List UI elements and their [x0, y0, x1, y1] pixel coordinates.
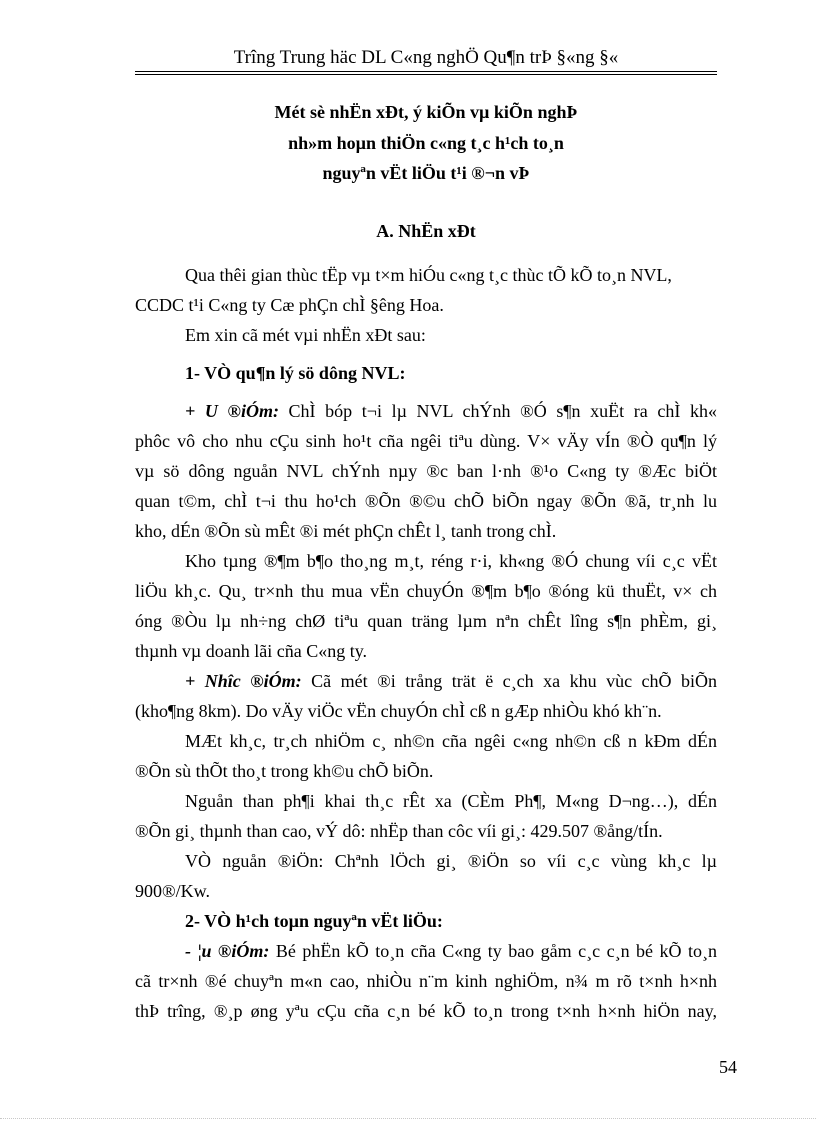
paragraph-line: VÒ nguån ®iÖn: Chªnh lÖch gi¸ ®iÖn so víi c¸c vùng kh¸c lµ [185, 851, 717, 871]
paragraph-line: CCDC t¹i C«ng ty Cæ phÇn chÌ §êng Hoa. [135, 295, 444, 315]
paragraph-line: Kho tµng ®¶m b¶o tho¸ng m¸t, réng r·i, kh«ng ®Ó chung víi c¸c vËt [185, 551, 717, 571]
paragraph-line-advantage-2 [185, 940, 717, 962]
page-bottom-divider [0, 1118, 816, 1119]
paragraph-line: Nguån than ph¶i khai th¸c rÊt xa (CÈm Ph¶, M«ng D¬ng…), dÉn [185, 791, 717, 811]
title-line-1: Mét sè nhËn xÐt, ý kiÕn vµ kiÕn nghÞ [274, 102, 578, 122]
paragraph-line: Em xin cã mét vµi nhËn xÐt sau: [185, 325, 426, 345]
paragraph-line: thµnh vµ doanh lãi cña C«ng ty. [135, 641, 368, 661]
paragraph-line: phôc vô cho nhu cÇu sinh ho¹t cña ngêi tiªu dùng. V× vÄy vÍn ®Ò qu¶n lý [135, 431, 717, 451]
subheading-material-management: 1- VÒ qu¶n lý sö dông NVL: [185, 363, 406, 383]
running-header: Trîng Trung häc DL C«ng nghÖ Qu¶n trÞ §«ng §« [233, 47, 619, 68]
paragraph-line: vµ sö dông nguån NVL chÝnh nµy ®c ban l·nh ®¹o C«ng ty ®Æc biÖt [135, 461, 717, 481]
paragraph-line: ®Õn gi¸ thµnh than cao, vÝ dô: nhËp than côc víi gi¸: 429.507 ®ång/tÍn. [135, 821, 663, 841]
paragraph-line: liÖu kh¸c. Qu¸ tr×nh thu mua vËn chuyÓn ®¶m b¶o ®óng kü thuËt, v× ch [135, 581, 717, 601]
title-line-2: nh»m hoµn thiÖn c«ng t¸c h¹ch to¸n [288, 133, 564, 153]
paragraph-line: (kho¶ng 8km). Do vÄy viÖc vËn chuyÓn chÌ cß n gÆp nhiÒu khó kh¨n. [135, 701, 662, 721]
section-a-heading: A. NhËn xÐt [376, 221, 476, 241]
subheading-material-accounting: 2- VÒ h¹ch toµn nguyªn vËt liÖu: [185, 911, 443, 931]
page-number: 54 [719, 1057, 737, 1077]
paragraph-line: ®Õn sù thÕt tho¸t trong kh©u chÕ biÕn. [135, 761, 434, 781]
disadvantage-text: Cã mét ®i trång trät ë c¸ch xa khu vùc chÕ biÕn [301, 671, 718, 691]
paragraph-line: Qua thêi gian thùc tËp vµ t×m hiÓu c«ng t¸c thùc tÕ kÕ to¸n NVL, [185, 265, 672, 285]
advantage-label: + U ®iÓm: [185, 401, 279, 421]
paragraph-line: 900®/Kw. [135, 881, 211, 901]
advantage-label-2: - ¦u ®iÓm: [185, 941, 270, 961]
header-double-rule [135, 71, 717, 75]
paragraph-line-disadvantage [185, 670, 717, 692]
title-line-3: nguyªn vËt liÖu t¹i ®¬n vÞ [322, 163, 530, 183]
paragraph-line: MÆt kh¸c, tr¸ch nhiÖm c¸ nh©n cña ngêi c«ng nh©n cß n kÐm dÉn [185, 731, 717, 751]
paragraph-line: thÞ trîng, ®¸p øng yªu cÇu cña c¸n bé kÕ to¸n trong t×nh h×nh hiÖn nay, [135, 1001, 717, 1021]
advantage-text: ChÌ bóp t¬i lµ NVL chÝnh ®Ó s¶n xuËt ra chÌ kh« [278, 401, 717, 421]
paragraph-line: cã tr×nh ®é chuyªn m«n cao, nhiÒu n¨m kinh nghiÖm, n¾ m rõ t×nh h×nh [135, 971, 717, 991]
paragraph-line: quan t©m, chÌ t¬i thu ho¹ch ®Õn ®©u chÕ biÕn ngay ®Õn ®ã, tr¸nh lu [135, 491, 717, 511]
paragraph-line: óng ®Òu lµ nh÷ng chØ tiªu quan träng lµm nªn chÊt lîng s¶n phÈm, gi¸ [135, 611, 717, 631]
paragraph-line-advantage [185, 400, 717, 422]
advantage-text-2: Bé phËn kÕ to¸n cña C«ng ty bao gåm c¸c c¸n bé kÕ to¸n [269, 941, 717, 961]
disadvantage-label: + Nhîc ®iÓm: [185, 671, 302, 691]
paragraph-line: kho, dÉn ®Õn sù mÊt ®i mét phÇn chÊt l¸ tanh trong chÌ. [135, 521, 557, 541]
